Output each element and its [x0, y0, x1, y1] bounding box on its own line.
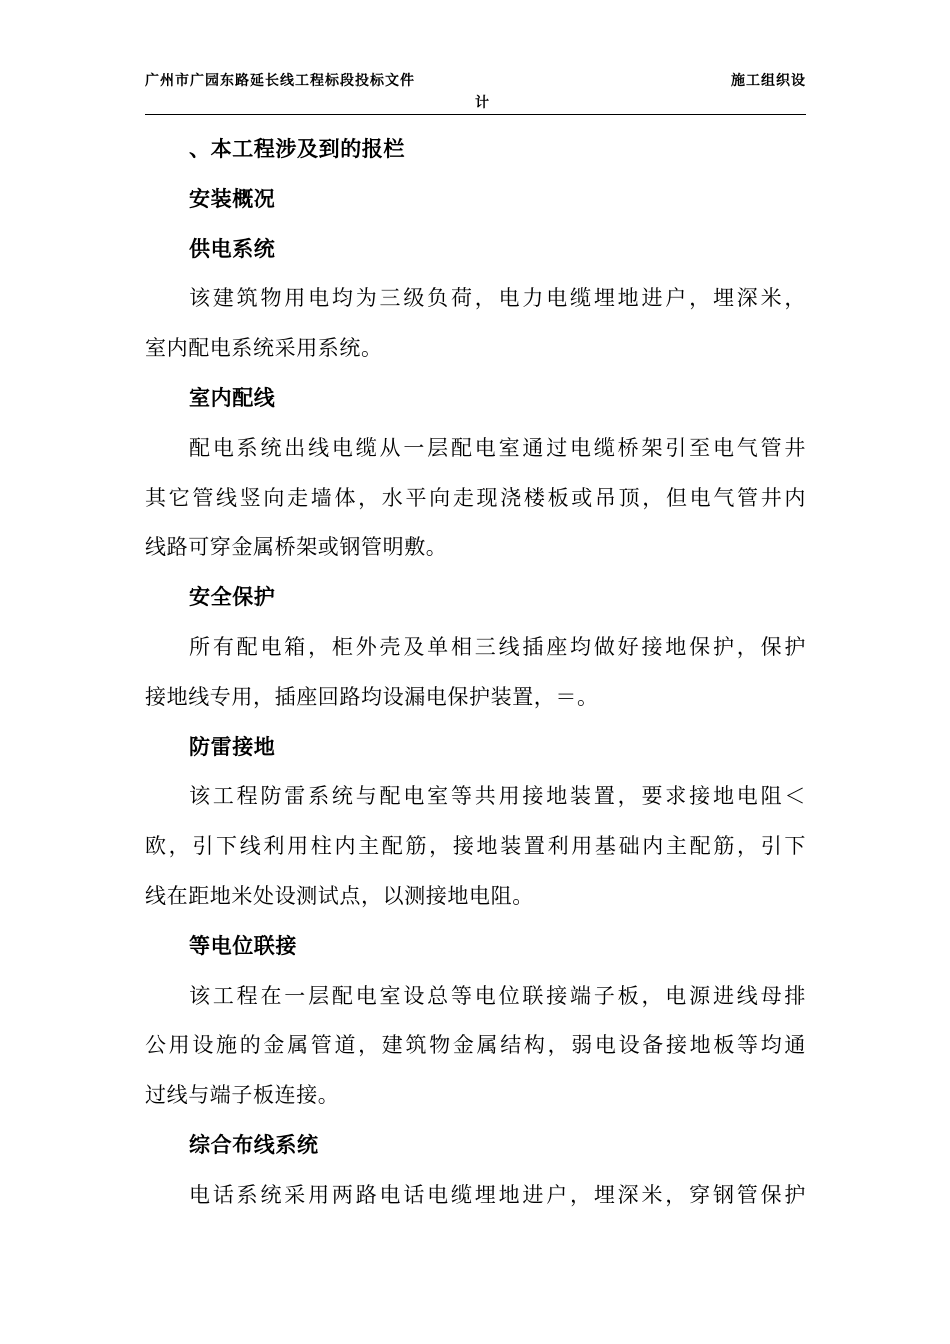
header-section-title: 施工组织设 — [731, 73, 806, 89]
header-document-title: 广州市广园东路延长线工程标段投标文件 — [145, 73, 415, 89]
section-heading: 防雷接地 — [189, 734, 276, 759]
paragraph-line: 接地线专用，插座回路均设漏电保护装置，＝。 — [145, 684, 599, 709]
paragraph-line: 所有配电箱，柜外壳及单相三线插座均做好接地保护，保护 — [189, 634, 806, 659]
page-header — [145, 70, 806, 115]
section-heading: 等电位联接 — [189, 933, 297, 958]
paragraph-line: 公用设施的金属管道，建筑物金属结构，弱电设备接地板等均通 — [145, 1033, 806, 1058]
section-heading: 综合布线系统 — [189, 1132, 319, 1157]
paragraph-line: 欧，引下线利用柱内主配筋，接地装置利用基础内主配筋，引下 — [145, 834, 806, 859]
section-heading: 安装概况 — [189, 186, 276, 211]
paragraph-line: 电话系统采用两路电话电缆埋地进户，埋深米，穿钢管保护 — [189, 1182, 806, 1207]
paragraph-line: 其它管线竖向走墙体，水平向走现浇楼板或吊顶，但电气管井内 — [145, 485, 806, 510]
section-heading: 室内配线 — [189, 385, 276, 410]
paragraph-line: 该建筑物用电均为三级负荷，电力电缆埋地进户，埋深米， — [189, 286, 806, 311]
section-heading: 供电系统 — [189, 236, 276, 261]
paragraph-line: 线路可穿金属桥架或钢管明敷。 — [145, 535, 448, 560]
paragraph-line: 线在距地米处设测试点，以测接地电阻。 — [145, 883, 534, 908]
paragraph-line: 室内配电系统采用系统。 — [145, 336, 383, 361]
header-section-title-continuation: 计 — [475, 95, 489, 111]
section-heading: 安全保护 — [189, 585, 276, 610]
paragraph-line: 该工程防雷系统与配电室等共用接地装置，要求接地电阻＜ — [189, 784, 806, 809]
paragraph-line: 配电系统出线电缆从一层配电室通过电缆桥架引至电气管井 — [189, 435, 806, 460]
document-body — [145, 125, 806, 1221]
paragraph-line: 该工程在一层配电室设总等电位联接端子板，电源进线母排 — [189, 983, 806, 1008]
section-heading: 、本工程涉及到的报栏 — [189, 137, 405, 161]
paragraph-line: 过线与端子板连接。 — [145, 1083, 340, 1108]
